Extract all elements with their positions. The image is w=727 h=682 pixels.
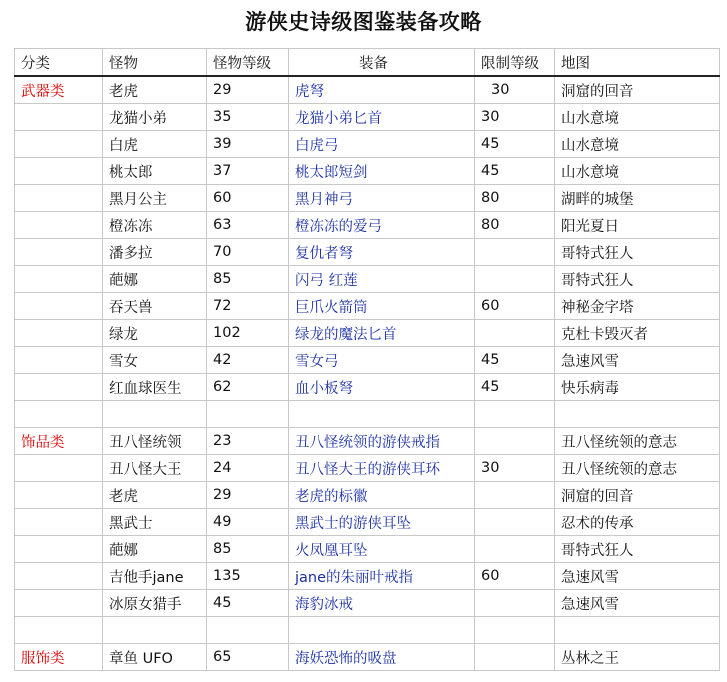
equipment-cell: 丑八怪大王的游侠耳环 <box>289 455 475 482</box>
equipment-cell: 绿龙的魔法匕首 <box>289 320 475 347</box>
map-cell: 急速风雪 <box>555 590 720 617</box>
monster-cell: 橙冻冻 <box>103 212 207 239</box>
level-limit-cell <box>475 482 555 509</box>
monster-cell: 章鱼 UFO <box>103 644 207 671</box>
category-cell <box>15 563 103 590</box>
level-limit-cell: 80 <box>475 185 555 212</box>
monster-cell: 雪女 <box>103 347 207 374</box>
monster-cell <box>103 617 207 644</box>
level-limit-cell: 30 <box>475 76 555 104</box>
map-cell <box>555 401 720 428</box>
level-limit-cell: 60 <box>475 293 555 320</box>
map-cell: 山水意境 <box>555 131 720 158</box>
category-cell <box>15 185 103 212</box>
level-limit-cell: 30 <box>475 455 555 482</box>
monster-level-cell: 37 <box>207 158 289 185</box>
monster-cell: 绿龙 <box>103 320 207 347</box>
table-header-row <box>15 49 720 77</box>
category-cell <box>15 482 103 509</box>
category-cell <box>15 455 103 482</box>
map-cell: 山水意境 <box>555 158 720 185</box>
map-cell: 急速风雪 <box>555 347 720 374</box>
table-row <box>15 239 720 266</box>
monster-level-cell: 60 <box>207 185 289 212</box>
map-cell: 洞窟的回音 <box>555 76 720 104</box>
monster-level-cell: 35 <box>207 104 289 131</box>
level-limit-cell <box>475 509 555 536</box>
equipment-cell: 海妖恐怖的吸盘 <box>289 644 475 671</box>
monster-cell: 桃太郎 <box>103 158 207 185</box>
monster-level-cell: 85 <box>207 266 289 293</box>
monster-cell: 丑八怪大王 <box>103 455 207 482</box>
level-limit-cell: 45 <box>475 347 555 374</box>
header-monster-level: 怪物等级 <box>207 49 289 77</box>
monster-cell: 葩娜 <box>103 266 207 293</box>
header-category: 分类 <box>15 49 103 77</box>
map-cell: 哥特式狂人 <box>555 266 720 293</box>
category-cell <box>15 266 103 293</box>
category-cell <box>15 239 103 266</box>
map-cell: 哥特式狂人 <box>555 536 720 563</box>
monster-level-cell: 135 <box>207 563 289 590</box>
monster-cell: 吞天兽 <box>103 293 207 320</box>
map-cell <box>555 617 720 644</box>
table-row <box>15 374 720 401</box>
table-row <box>15 158 720 185</box>
equipment-cell <box>289 617 475 644</box>
table-row <box>15 590 720 617</box>
equipment-cell <box>289 401 475 428</box>
level-limit-cell <box>475 536 555 563</box>
monster-cell: 潘多拉 <box>103 239 207 266</box>
equipment-cell: 桃太郎短剑 <box>289 158 475 185</box>
category-cell <box>15 347 103 374</box>
monster-level-cell: 85 <box>207 536 289 563</box>
map-cell: 神秘金字塔 <box>555 293 720 320</box>
level-limit-cell <box>475 590 555 617</box>
table-row <box>15 131 720 158</box>
category-cell <box>15 590 103 617</box>
monster-cell: 丑八怪统领 <box>103 428 207 455</box>
monster-level-cell: 72 <box>207 293 289 320</box>
category-cell <box>15 536 103 563</box>
category-cell: 武器类 <box>15 76 103 104</box>
table-row <box>15 104 720 131</box>
level-limit-cell: 80 <box>475 212 555 239</box>
map-cell: 克杜卡毁灭者 <box>555 320 720 347</box>
monster-cell: 吉他手jane <box>103 563 207 590</box>
equipment-cell: 雪女弓 <box>289 347 475 374</box>
monster-cell: 龙猫小弟 <box>103 104 207 131</box>
table-row <box>15 428 720 455</box>
category-cell <box>15 131 103 158</box>
table-row <box>15 455 720 482</box>
equipment-table <box>14 48 720 671</box>
category-cell <box>15 212 103 239</box>
table-row <box>15 212 720 239</box>
category-cell <box>15 293 103 320</box>
table-row <box>15 293 720 320</box>
map-cell: 丑八怪统领的意志 <box>555 428 720 455</box>
monster-level-cell: 23 <box>207 428 289 455</box>
monster-level-cell: 39 <box>207 131 289 158</box>
table-row <box>15 563 720 590</box>
level-limit-cell: 30 <box>475 104 555 131</box>
equipment-cell: 虎弩 <box>289 76 475 104</box>
equipment-cell: 血小板弩 <box>289 374 475 401</box>
map-cell: 丑八怪统领的意志 <box>555 455 720 482</box>
equipment-cell: 黑月神弓 <box>289 185 475 212</box>
header-level-limit: 限制等级 <box>475 49 555 77</box>
table-row <box>15 320 720 347</box>
header-map: 地图 <box>555 49 720 77</box>
table-row <box>15 185 720 212</box>
monster-level-cell: 45 <box>207 590 289 617</box>
equipment-cell: 火凤凰耳坠 <box>289 536 475 563</box>
monster-level-cell: 29 <box>207 482 289 509</box>
monster-level-cell: 42 <box>207 347 289 374</box>
equipment-cell: 闪弓 红莲 <box>289 266 475 293</box>
monster-level-cell: 65 <box>207 644 289 671</box>
monster-level-cell: 70 <box>207 239 289 266</box>
map-cell: 哥特式狂人 <box>555 239 720 266</box>
map-cell: 急速风雪 <box>555 563 720 590</box>
monster-level-cell: 24 <box>207 455 289 482</box>
map-cell: 阳光夏日 <box>555 212 720 239</box>
monster-level-cell <box>207 401 289 428</box>
equipment-cell: 白虎弓 <box>289 131 475 158</box>
equipment-cell: 复仇者弩 <box>289 239 475 266</box>
level-limit-cell <box>475 266 555 293</box>
monster-level-cell: 49 <box>207 509 289 536</box>
equipment-cell: 黑武士的游侠耳坠 <box>289 509 475 536</box>
category-cell <box>15 617 103 644</box>
table-row <box>15 482 720 509</box>
category-cell <box>15 374 103 401</box>
monster-cell <box>103 401 207 428</box>
level-limit-cell <box>475 401 555 428</box>
monster-cell: 葩娜 <box>103 536 207 563</box>
header-monster: 怪物 <box>103 49 207 77</box>
map-cell: 洞窟的回音 <box>555 482 720 509</box>
table-row <box>15 644 720 671</box>
category-cell <box>15 320 103 347</box>
equipment-cell: jane的朱丽叶戒指 <box>289 563 475 590</box>
monster-cell: 黑月公主 <box>103 185 207 212</box>
table-row <box>15 617 720 644</box>
header-equipment: 装备 <box>289 49 475 77</box>
level-limit-cell <box>475 239 555 266</box>
monster-level-cell: 29 <box>207 76 289 104</box>
level-limit-cell <box>475 320 555 347</box>
monster-level-cell: 102 <box>207 320 289 347</box>
level-limit-cell: 45 <box>475 131 555 158</box>
equipment-cell: 巨爪火箭筒 <box>289 293 475 320</box>
monster-level-cell: 62 <box>207 374 289 401</box>
map-cell: 忍术的传承 <box>555 509 720 536</box>
category-cell <box>15 104 103 131</box>
level-limit-cell <box>475 644 555 671</box>
level-limit-cell: 45 <box>475 374 555 401</box>
equipment-cell: 老虎的标徽 <box>289 482 475 509</box>
table-row <box>15 536 720 563</box>
category-cell <box>15 509 103 536</box>
equipment-cell: 橙冻冻的爱弓 <box>289 212 475 239</box>
category-cell: 服饰类 <box>15 644 103 671</box>
level-limit-cell <box>475 428 555 455</box>
map-cell: 湖畔的城堡 <box>555 185 720 212</box>
monster-cell: 红血球医生 <box>103 374 207 401</box>
page-title: 游侠史诗级图鉴装备攻略 <box>245 10 482 34</box>
level-limit-cell: 45 <box>475 158 555 185</box>
equipment-cell: 丑八怪统领的游侠戒指 <box>289 428 475 455</box>
table-row <box>15 347 720 374</box>
category-cell <box>15 401 103 428</box>
monster-cell: 黑武士 <box>103 509 207 536</box>
monster-cell: 白虎 <box>103 131 207 158</box>
level-limit-cell: 60 <box>475 563 555 590</box>
map-cell: 山水意境 <box>555 104 720 131</box>
equipment-cell: 龙猫小弟匕首 <box>289 104 475 131</box>
monster-level-cell: 63 <box>207 212 289 239</box>
equipment-cell: 海豹冰戒 <box>289 590 475 617</box>
map-cell: 快乐病毒 <box>555 374 720 401</box>
map-cell: 丛林之王 <box>555 644 720 671</box>
category-cell <box>15 158 103 185</box>
level-limit-cell <box>475 617 555 644</box>
monster-cell: 老虎 <box>103 482 207 509</box>
table-row <box>15 266 720 293</box>
table-row <box>15 76 720 104</box>
table-row <box>15 509 720 536</box>
monster-cell: 老虎 <box>103 76 207 104</box>
category-cell: 饰品类 <box>15 428 103 455</box>
monster-cell: 冰原女猎手 <box>103 590 207 617</box>
monster-level-cell <box>207 617 289 644</box>
table-row <box>15 401 720 428</box>
